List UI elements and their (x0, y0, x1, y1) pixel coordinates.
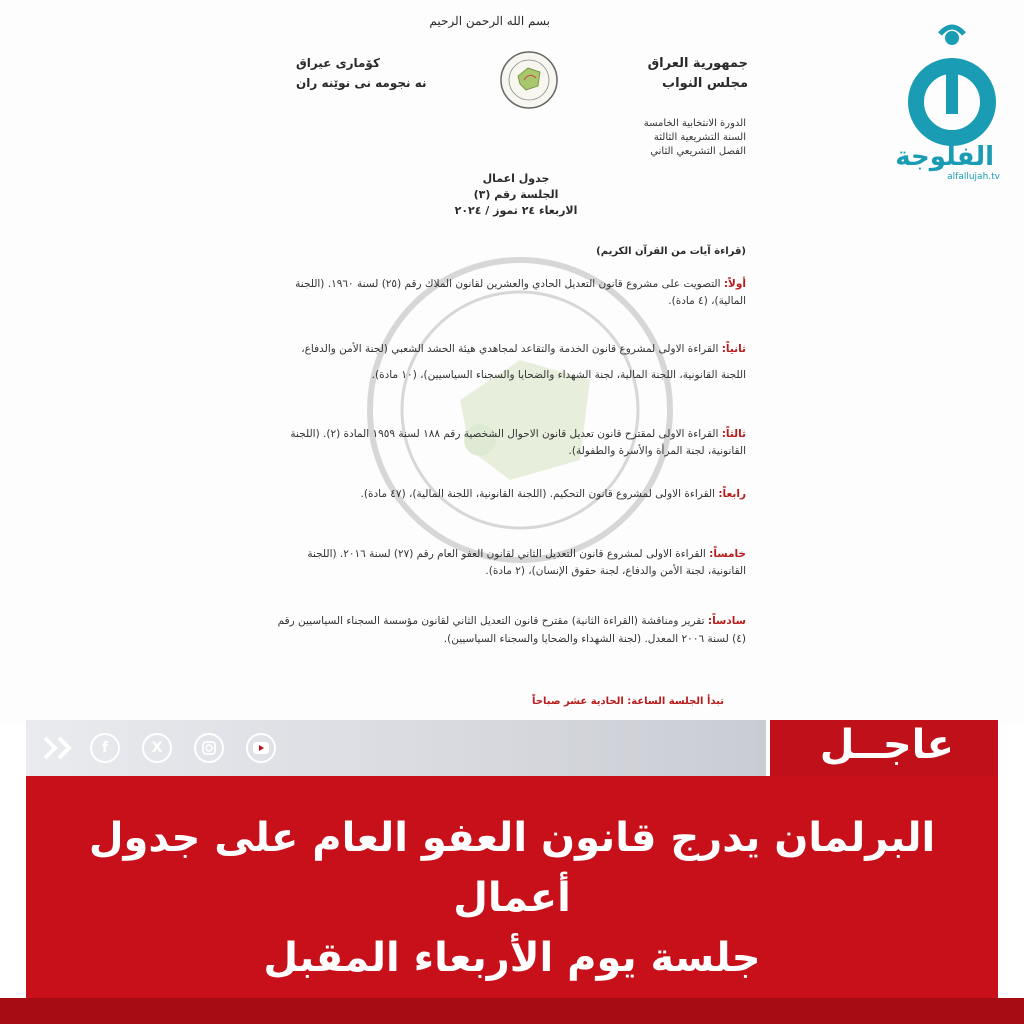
agenda-item-label: ثانياً: (721, 343, 746, 355)
brand-name: الفلوجة (895, 142, 994, 172)
agenda-item-1 (276, 276, 746, 310)
agenda-title: جدول اعمال (482, 172, 550, 185)
agenda-item-6 (276, 612, 746, 648)
agenda-item-text: القراءة الاولى لمشروع قانون التعديل الثاني لقانون العفو العام رقم (٢٧) لسنة ٢٠١٦. (اللجنة القانونية، لجنة الأمن والدفاع، لجنة حقوق الإنسان)، (٢ مادة). (307, 548, 746, 577)
facebook-icon[interactable]: f (90, 733, 120, 763)
agenda-item-5 (276, 546, 746, 580)
parliament-seal-icon (494, 50, 564, 110)
header-kurdish-2: نه نجومه نی نوێنه ران (296, 76, 427, 90)
session-date: الاربعاء ٢٤ تموز / ٢٠٢٤ (454, 204, 578, 217)
session-start-time: تبدأ الجلسة الساعة: الحادية عشر صباحاً (532, 696, 724, 707)
agenda-item-text: القراءة الاولى لمشروع قانون التحكيم. (اللجنة القانونية، اللجنة المالية)، (٤٧ مادة). (360, 488, 715, 500)
agenda-item-2 (276, 336, 746, 388)
basmala: بسم الله الرحمن الرحيم (429, 14, 550, 28)
x-icon[interactable]: X (142, 733, 172, 763)
session-info-3: الفصل التشريعي الثاني (650, 146, 746, 157)
agenda-item-text: التصويت على مشروع قانون التعديل الحادي والعشرين لقانون الملاك رقم (٢٥) لسنة ١٩٦٠. (اللجنة المالية)، (٤ مادة). (295, 278, 746, 307)
agenda-item-4 (276, 486, 746, 503)
headline-line-2: جلسة يوم الأربعاء المقبل (263, 935, 761, 981)
social-strip (26, 720, 770, 776)
bottom-bar (0, 998, 1024, 1024)
agenda-item-text: تقرير ومناقشة (القراءة الثانية) مقترح قانون التعديل الثاني لقانون مؤسسة السجناء السياسيين رقم (٤) لسنة ٢٠٠٦ المعدل. (لجنة الشهداء والضحايا والسجناء السياسيين). (277, 615, 746, 645)
header-council: مجلس النواب (662, 76, 748, 91)
agenda-item-3 (276, 426, 746, 460)
agenda-item-label: ثالثاً: (721, 428, 746, 440)
double-chevron-icon (42, 735, 76, 761)
headline (26, 808, 998, 988)
agenda-item-label: أولاً: (723, 278, 746, 290)
urgent-label: عاجــل (819, 722, 954, 768)
headline-line-1: البرلمان يدرج قانون العفو العام على جدول أعمال (88, 815, 936, 921)
agenda-item-label: رابعاً: (718, 488, 746, 500)
session-info-2: السنة التشريعية الثالثة (653, 132, 746, 143)
agenda-item-text: القراءة الاولى لمشروع قانون الخدمة والتقاعد لمجاهدي هيئة الحشد الشعبي (لجنة الأمن والدفاع، اللجنة القانونية، اللجنة المالية، لجنة الشهداء والضحايا والسجناء السياسيين)، (١٠ مادة). (301, 343, 746, 381)
youtube-icon[interactable] (246, 733, 276, 763)
header-kurdish-1: كۆماری عیراق (296, 56, 380, 70)
agenda-item-label: سادساً: (707, 615, 746, 627)
header-republic: جمهورية العراق (647, 56, 748, 71)
agenda-item-text: القراءة الاولى لمقترح قانون تعديل قانون الاحوال الشخصية رقم ١٨٨ لسنة ١٩٥٩ المادة (٢). (اللجنة القانونية، لجنة المرأة والأسرة والطفولة). (290, 428, 746, 457)
brand-url: alfallujah.tv (947, 172, 1000, 182)
session-info-1: الدورة الانتخابية الخامسة (643, 118, 746, 129)
session-number: الجلسة رقم (٣) (473, 188, 559, 201)
quran-reading: (قراءة آيات من القرآن الكريم) (596, 246, 746, 257)
instagram-icon[interactable] (194, 733, 224, 763)
agenda-item-label: خامساً: (709, 548, 746, 560)
